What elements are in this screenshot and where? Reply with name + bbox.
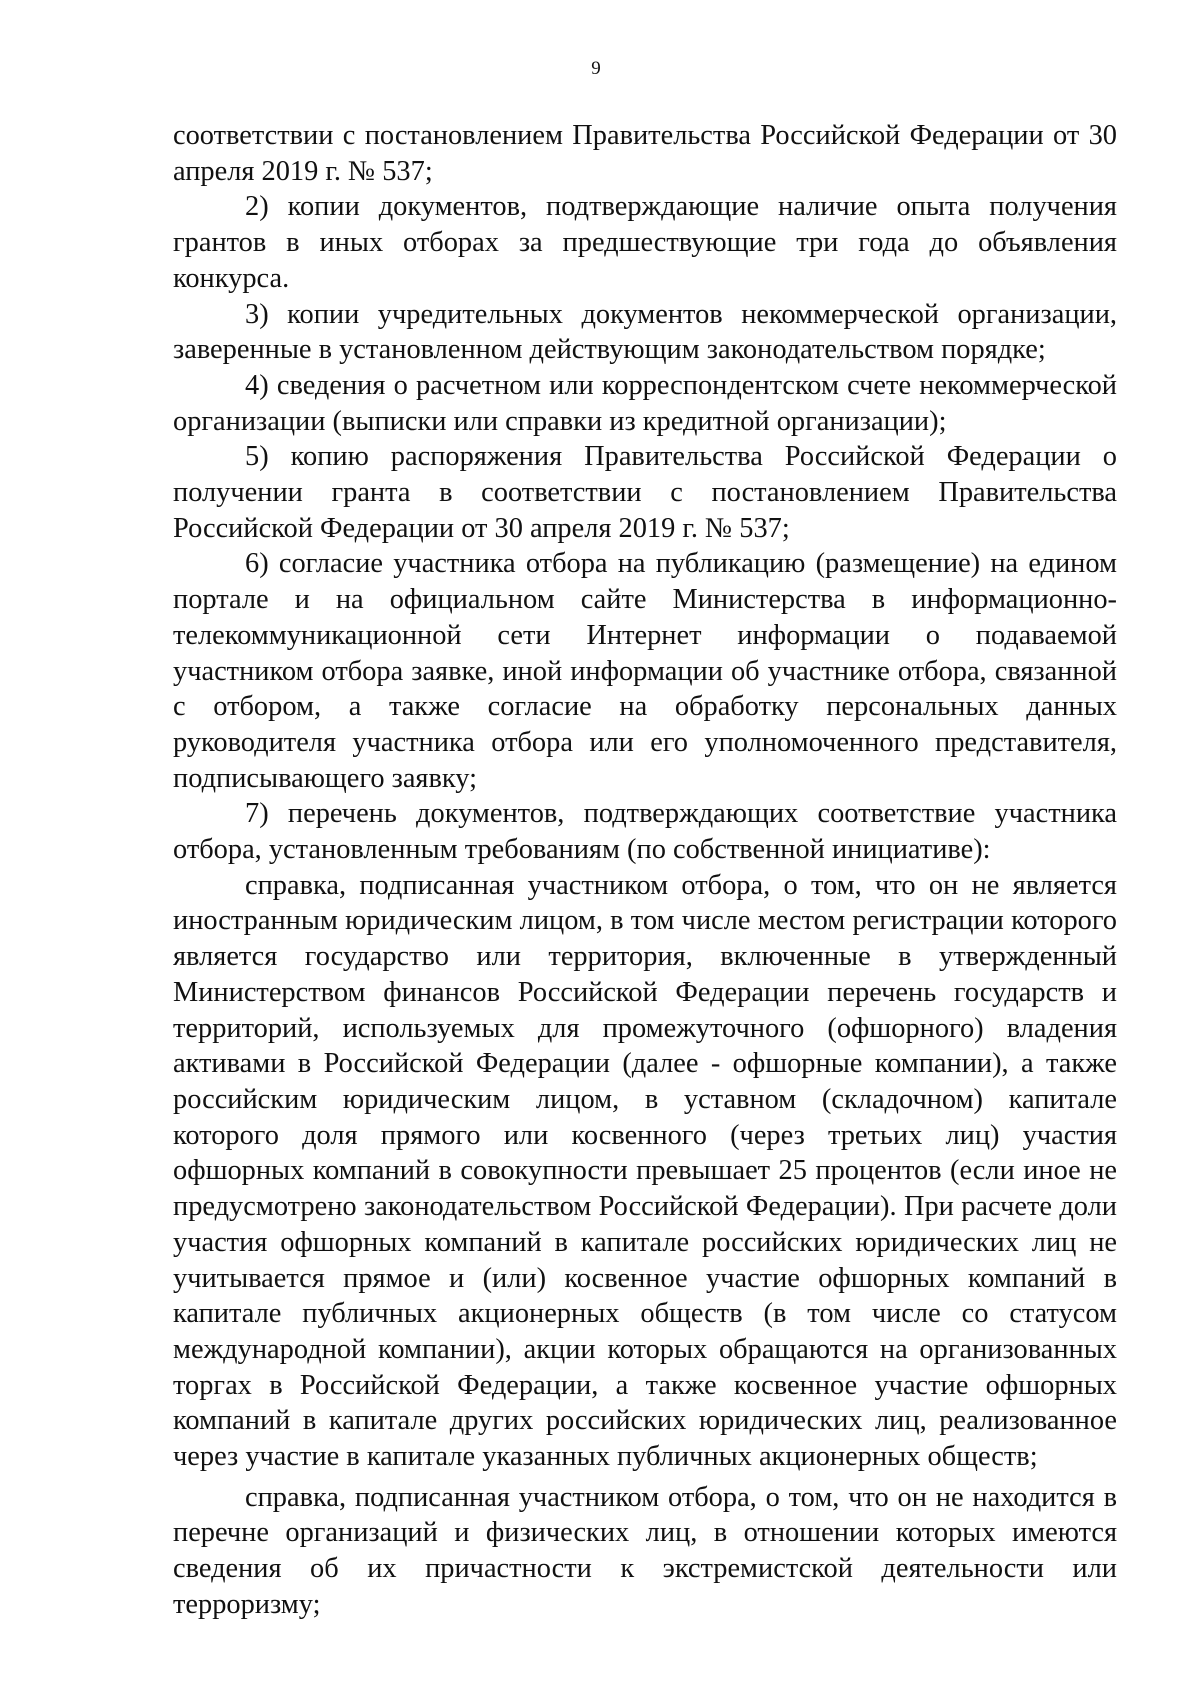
document-body — [173, 118, 1117, 1623]
paragraph-certificate-extremism: справка, подписанная участником отбора, о том, что он не находится в перечне организаций и физических лиц, в отношении которых имеются сведения об их причастности к экстремистской деятельности или терроризму; — [173, 1481, 1117, 1620]
page-number: 9 — [591, 58, 601, 79]
paragraph-item-3: 3) копии учредительных документов некоммерческой организации, заверенные в установленном действующим законодательством порядке; — [173, 298, 1117, 366]
paragraph-item-7: 7) перечень документов, подтверждающих соответствие участника отбора, установленным требованиям (по собственной инициативе): — [173, 798, 1117, 866]
paragraph-item-5: 5) копию распоряжения Правительства Российской Федерации о получении гранта в соответствии с постановлением Правительства Российской Федерации от 30 апреля 2019 г. № 537; — [173, 441, 1117, 544]
paragraph-certificate-offshore: справка, подписанная участником отбора, о том, что он не является иностранным юридическим лицом, в том числе местом регистрации которого является государство или территория, включенные в утвержденный Министерством финансов Российской Федерации перечень государств и территорий, используемых для промежуточного (офшорного) владения активами в Российской Федерации (далее - офшорные компании), а также российским юридическим лицом, в уставном (складочном) капитале которого доля прямого или косвенного (через третьих лиц) участия офшорных компаний в совокупности превышает 25 процентов (если иное не предусмотрено законодательством Российской Федерации). При расчете доли участия офшорных компаний в капитале российских юридических лиц не учитывается прямое и (или) косвенное участие офшорных компаний в капитале публичных акционерных обществ (в том числе со статусом международной компании), акции которых обращаются на организованных торгах в Российской Федерации, а также косвенное участие офшорных компаний в капитале других российских юридических лиц, реализованное через участие в капитале указанных публичных акционерных обществ; — [173, 869, 1117, 1473]
paragraph-item-4: 4) сведения о расчетном или корреспондентском счете некоммерческой организации (выписки или справки из кредитной организации); — [173, 369, 1117, 437]
paragraph-continuation: соответствии с постановлением Правительства Российской Федерации от 30 апреля 2019 г. № 537; — [173, 120, 1117, 187]
paragraph-item-6: 6) согласие участника отбора на публикацию (размещение) на едином портале и на официальном сайте Министерства в информационно-телекоммуникационной сети Интернет информации о подаваемой участником отбора заявке, иной информации об участнике отбора, связанной с отбором, а также согласие на обработку персональных данных руководителя участника отбора или его уполномоченного представителя, подписывающего заявку; — [173, 548, 1117, 794]
paragraph-item-2: 2) копии документов, подтверждающие наличие опыта получения грантов в иных отборах за предшествующие три года до объявления конкурса. — [173, 191, 1117, 294]
